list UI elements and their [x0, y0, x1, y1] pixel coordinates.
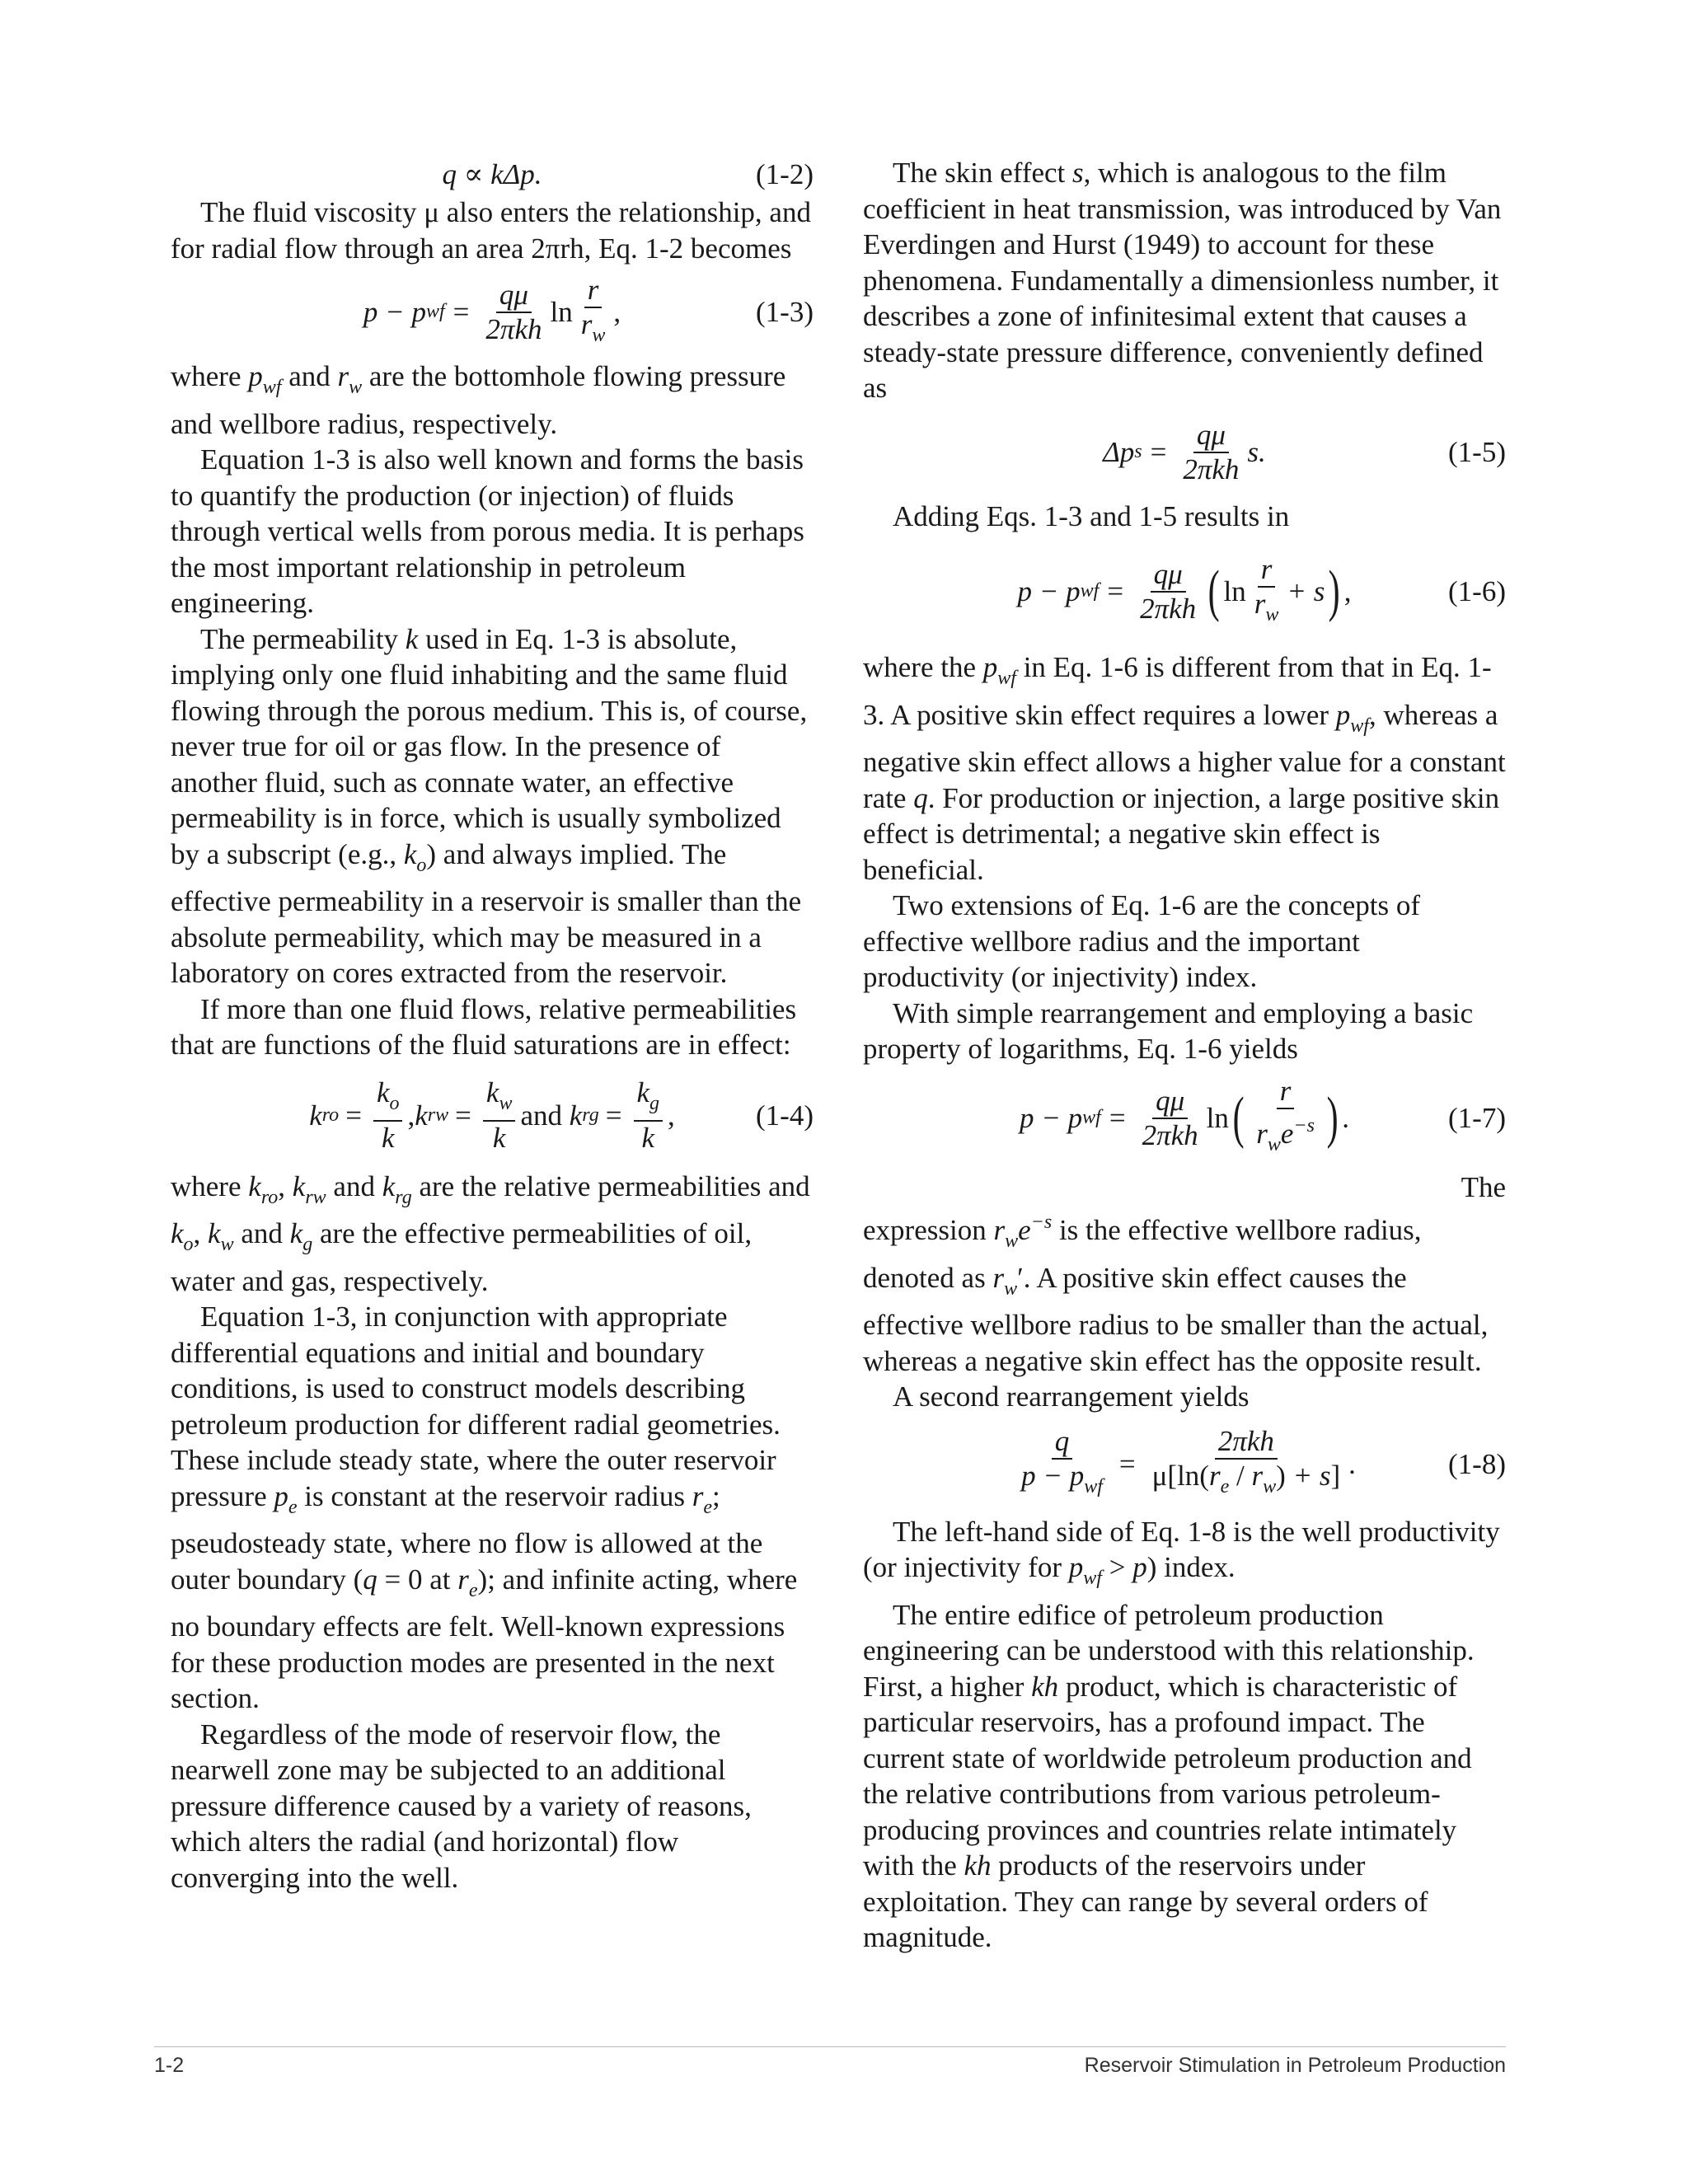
equation-1-5: Δp s = $\frac{q\mu}{\text{2πkh}}$ s. (1-5) — [1103, 418, 1506, 485]
fraction: $\frac{k_o}{k}$ — [373, 1076, 403, 1155]
fraction: $\frac{k_w}{k}$ — [483, 1076, 516, 1155]
paragraph: Two extensions of Eq. 1-6 are the concepts of effective wellbore radius and the important productivity (or injectivity) index. — [863, 889, 1420, 993]
left-column — [171, 155, 814, 1896]
equation-number: (1-7) — [1448, 1101, 1506, 1134]
paragraph: The left-hand side of Eq. 1-8 is the well productivity (or injectivity for $p_{wf} > p$) index. — [863, 1515, 1500, 1589]
paragraph: Regardless of the mode of reservoir flow, the nearwell zone may be subjected to an additional pressure difference caused by a variety of reasons, which alters the radial (and horizontal) flow converging into the well. — [171, 1718, 752, 1894]
paragraph: where the $p_{wf}$ in Eq. 1-6 is different from that in Eq. 1-3. A positive skin effect requires a lower $p_{wf}$, whereas a negative skin effect allows a higher value for a constant rate q. For production or injection, a large positive skin effect is detrimental; a negative skin effect is beneficial. — [863, 651, 1506, 886]
paragraph: With simple rearrangement and employing a basic property of logarithms, Eq. 1-6 yields — [863, 996, 1474, 1065]
fraction: $\frac{r}{r_w}$ — [1254, 552, 1279, 626]
equation-number: (1-3) — [756, 296, 814, 329]
paragraph: The skin effect s, which is analogous to the film coefficient in heat transmission, was introduced by Van Everdingen and Hurst (1949) to account for these phenomena. Fundamentally a dimensionless number, it describes a zone of infinitesimal extent that causes a steady-state pressure difference, conveniently defined as — [863, 157, 1502, 404]
paragraph: expression $r_we^{-s}$ is the effective wellbore radius, denoted as $r_w'$. A positive skin effect causes the effective wellbore radius to be smaller than the actual, whereas a negative skin effect has the opposite result. — [863, 1212, 1489, 1377]
book-title: Reservoir Stimulation in Petroleum Production — [1084, 2054, 1506, 2077]
paragraph: The fluid viscosity μ also enters the relationship, and for radial flow through an area 2πrh, Eq. 1-2 becomes — [171, 196, 811, 265]
equation-number: (1-8) — [1448, 1447, 1506, 1480]
fraction: $\frac{q\mu}{\text{2πkh}}$ — [1183, 418, 1240, 485]
equation-1-3: p − p wf = $\frac{q\mu}{\text{2πkh}}$ ln $\frac{r}{r_w}$ , (1-3) — [171, 266, 814, 359]
page-number: 1-2 — [154, 2054, 185, 2077]
paragraph: Equation 1-3, in conjunction with appropriate differential equations and initial and boundary conditions, is used to construct models describing petroleum production for different radial geometries. These include steady state, where the outer reservoir pressure $p_e$ is constant at the reservoir radius $r_e$; pseudosteady state, where no flow is allowed at the outer boundary (q = 0 at $r_e$); and infinite acting, where no boundary effects are felt. Well-known expressions for these production modes are presented in the next section. — [171, 1301, 798, 1714]
equation-1-8: $\frac{q}{p - p_{wf}}$ = $\frac{\text{2πkh}}{\mu[\ln(r_e / r_w) + s]}$ . (1-8) — [863, 1415, 1506, 1514]
equation-number: (1-6) — [1448, 575, 1506, 608]
paragraph-start: The — [1461, 1170, 1506, 1203]
paragraph: A second rearrangement yields — [893, 1380, 1250, 1413]
fraction: $\frac{r}{r_we^{-s}}$ — [1256, 1075, 1315, 1155]
equation-body: q ∝ kΔp. — [442, 158, 542, 191]
equation-number: (1-2) — [756, 158, 814, 191]
fraction: $\frac{\text{2πkh}}{\mu[\ln(r_e / r_w) + s]}$ — [1151, 1425, 1341, 1497]
equation-1-6: p − p wf = $\frac{q\mu}{\text{2πkh}}$ ( ln $\frac{r}{r_w}$ + s ) , (1-6) — [863, 534, 1506, 649]
paragraph: Equation 1-3 is also well known and forms the basis to quantify the production (or injection) of fluids through vertical wells from porous media. It is perhaps the most important relationship in petroleum engineering. — [171, 443, 804, 619]
equation-number: (1-4) — [756, 1099, 814, 1132]
fraction: $\frac{q\mu}{\text{2πkh}}$ — [1140, 558, 1197, 625]
equation-number: (1-5) — [1448, 435, 1506, 468]
paragraph: The permeability k used in Eq. 1-3 is absolute, implying only one fluid inhabiting and the same fluid flowing through the porous medium. This is, of course, never true for oil or gas flow. In the presence of another fluid, such as connate water, an effective permeability is in force, which is usually symbolized by a subscript (e.g., $k_o$) and always implied. The effective permeability in a reservoir is smaller than the absolute permeability, which may be measured in a laboratory on cores extracted from the reservoir. — [171, 622, 808, 989]
equation-1-4: k ro = $\frac{k_o}{k}$ , k rw = $\frac{k_w}{k}$ and k rg = $\frac{k_g}{k}$ , (1-4) — [309, 1076, 814, 1154]
fraction: $\frac{q\mu}{\text{2πkh}}$ — [485, 279, 542, 345]
paragraph: The entire edifice of petroleum production engineering can be understood with this relationship. First, a higher kh product, which is characteristic of particular reservoirs, has a profound impact. The current state of worldwide petroleum production and the relative contributions from various petroleum-producing provinces and countries relate intimately with the kh products of the reservoirs under exploitation. They can range by several orders of magnitude. — [863, 1598, 1475, 1953]
equation-1-2 — [171, 155, 814, 194]
fraction: $\frac{q\mu}{\text{2πkh}}$ — [1142, 1084, 1198, 1151]
paragraph: Adding Eqs. 1-3 and 1-5 results in — [893, 499, 1290, 532]
equation-1-7: p − p wf = $\frac{q\mu}{\text{2πkh}}$ ln ( $\frac{r}{r_we^{-s}}$ ) . (1-7) — [863, 1067, 1506, 1169]
right-column — [863, 155, 1506, 1956]
paragraph: where $p_{wf}$ and $r_w$ are the bottomhole flowing pressure and wellbore radius, respectively. — [171, 360, 786, 440]
equation-lhs: p − p — [363, 296, 426, 329]
paragraph: If more than one fluid flows, relative permeabilities that are functions of the fluid saturations are in effect: — [171, 992, 797, 1061]
fraction: $\frac{k_g}{k}$ — [634, 1076, 663, 1155]
fraction: $\frac{q}{p - p_{wf}}$ — [1021, 1425, 1103, 1497]
paragraph: where $k_{ro}$, $k_{rw}$ and $k_{rg}$ are the relative permeabilities and $k_o$, $k_w$ and $k_g$ are the effective permeabilities of oil, water and gas, respectively. — [171, 1169, 810, 1297]
fraction: $\frac{r}{r_w}$ — [580, 273, 606, 346]
page-footer — [154, 2046, 1506, 2077]
